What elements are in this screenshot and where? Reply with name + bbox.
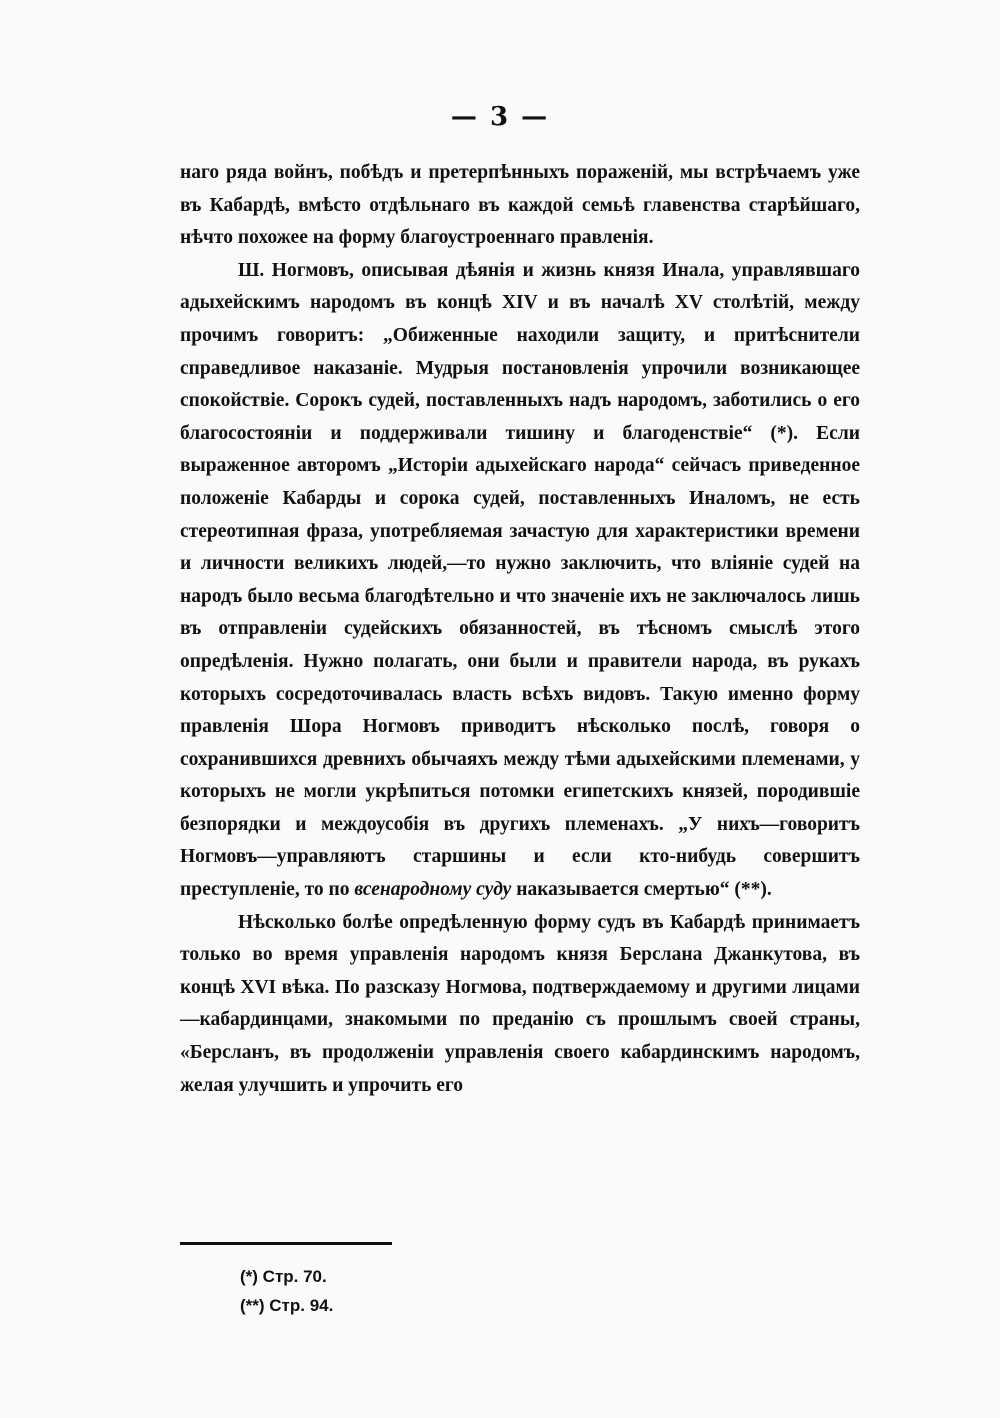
paragraph-3 xyxy=(180,907,860,1103)
page-number: — 3 — xyxy=(450,102,550,132)
paragraph-2-italic: всенародному суду xyxy=(354,879,512,901)
paragraph-2-text: Ш. Ногмовъ, описывая дѣянія и жизнь князя Инала, управлявшаго адыхейскимъ народомъ въ концѣ XIV и въ началѣ XV столѣтій, между прочимъ говоритъ: „Обиженные находили защиту, и притѣснители справедливое наказаніе. Мудрыя постановленія упрочили возникающее спокойствіе. Сорокъ судей, поставленныхъ надъ народомъ, заботились о его благосостояніи и поддерживали тишину и благоденствіе“ (*). Если выраженное авторомъ „Исторіи адыхейскаго народа“ сейчасъ приведенное положеніе Кабарды и сорока судей, поставленныхъ Иналомъ, не есть стереотипная фраза, употребляемая зачастую для характеристики времени и личности великихъ людей,—то нужно заключить, что вліяніе судей на народъ было весьма благодѣтельно и что значеніе ихъ не заключалось лишь въ отправленіи судейскихъ обязанностей, въ тѣсномъ смыслѣ этого опредѣленія. Нужно полагать, они были и правители народа, въ рукахъ которыхъ сосредоточивалась власть всѣхъ видовъ. Такую именно форму правленія Шора Ногмовъ приводитъ нѣсколько послѣ, говоря о сохранившихся древнихъ обычаяхъ между тѣми адыхейскими племенами, у которыхъ не могли укрѣпиться потомки египетскихъ князей, породившіе безпорядки и междоусобія въ другихъ племенахъ. „У нихъ—говоритъ Ногмовъ—управляютъ старшины и если кто-нибудь совершитъ преступленіе, то по xyxy=(180,259,860,901)
paragraph-2-tail: наказывается смертью“ (**). xyxy=(511,879,772,901)
paragraph-3-text: Нѣсколько болѣе опредѣленную форму судъ въ Кабардѣ принимаетъ только во время управленія народомъ князя Берслана Джанкутова, въ концѣ XVI вѣка. По разсказу Ногмова, подтверждаемому и другими лицами—кабардинцами, знакомыми по преданію съ прошлымъ своей страны, «Берсланъ, въ продолженіи управленія своего кабардинскимъ народомъ, желая улучшить и упрочить его xyxy=(180,911,860,1096)
body-text xyxy=(180,157,860,1102)
paragraph-2 xyxy=(180,255,860,907)
footnote-2: (**) Стр. 94. xyxy=(240,1296,334,1315)
paragraph-1-text: наго ряда войнъ, побѣдъ и претерпѣнныхъ пораженій, мы встрѣчаемъ уже въ Кабардѣ, вмѣсто отдѣльнаго въ каждой семьѣ главенства старѣйшаго, нѣчто похожее на форму благоустроеннаго правленія. xyxy=(180,162,860,249)
footnote-divider xyxy=(180,1242,392,1245)
footnotes xyxy=(240,1262,333,1320)
paragraph-1 xyxy=(180,157,860,255)
footnote-1: (*) Стр. 70. xyxy=(240,1267,327,1286)
